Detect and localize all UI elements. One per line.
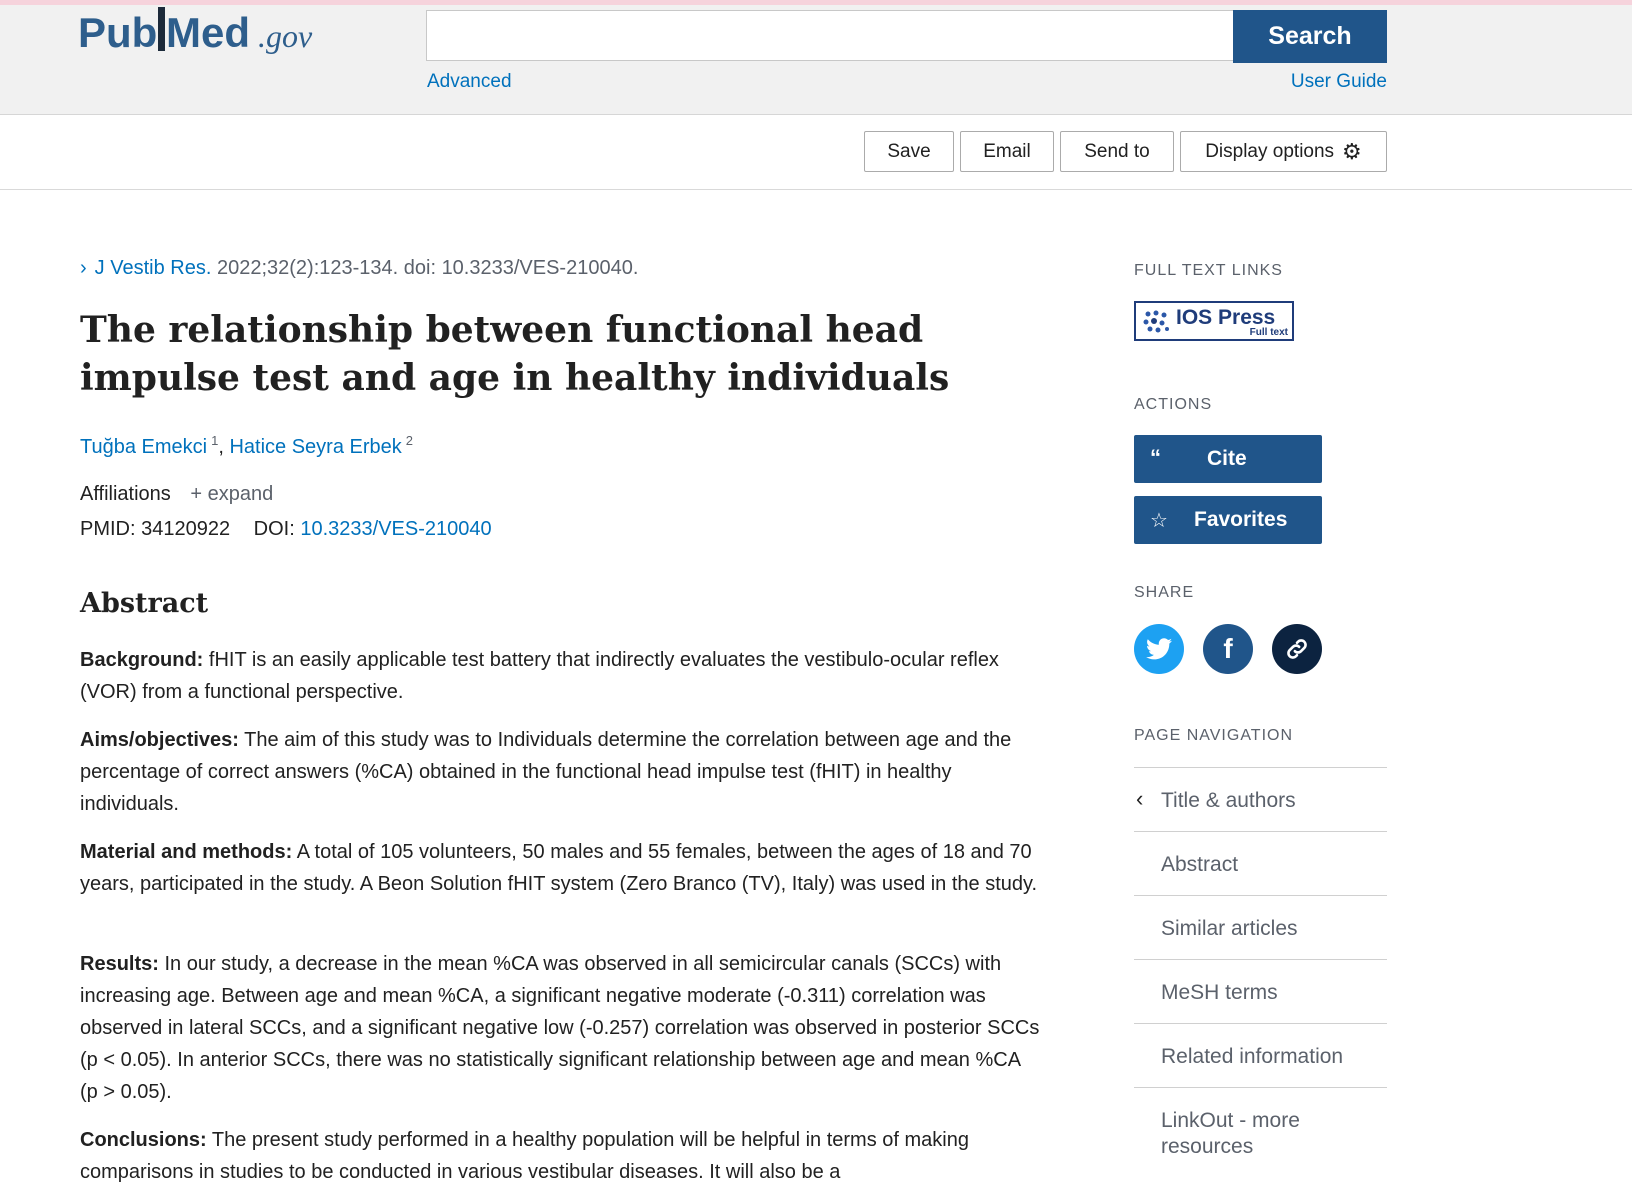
save-button[interactable]: Save	[864, 131, 954, 172]
plus-icon: +	[190, 483, 203, 505]
journal-link[interactable]: J Vestib Res.	[94, 257, 212, 279]
nav-item-label: Title & authors	[1161, 789, 1296, 812]
nav-similar-articles[interactable]	[1134, 895, 1387, 959]
search-button[interactable]: Search	[1233, 10, 1387, 63]
logo-gov: .gov	[258, 18, 313, 54]
twitter-icon	[1146, 638, 1172, 660]
abstract-heading: Abstract	[80, 588, 209, 619]
nav-item-label: Related information	[1161, 1045, 1344, 1068]
ios-press-full-text: Full text	[1249, 327, 1288, 338]
full-text-links-heading: FULL TEXT LINKS	[1134, 262, 1283, 279]
page-navigation-list	[1134, 767, 1387, 1177]
section-text: In our study, a decrease in the mean %CA was observed in all semicircular canals (SCCs) with increasing age. Between age and mean %CA, a significant negative moderate (-0.311) correlation was observed in lateral SCCs, and a significant negative low (-0.257) correlation was observed in posterior SCCs (p < 0.05). In anterior SCCs, there was no statistically significant relationship between age and mean %CA (p > 0.05).	[80, 953, 1040, 1103]
affiliation-number[interactable]: 2	[405, 433, 413, 448]
share-heading: SHARE	[1134, 584, 1195, 601]
abstract-paragraph	[80, 836, 1040, 900]
nav-related-information[interactable]	[1134, 1023, 1387, 1087]
section-text: The aim of this study was to Individuals determine the correlation between age and the percentage of correct answers (%CA) obtained in the functional head impulse test (fHIT) in healthy individuals.	[80, 729, 1012, 815]
abstract-paragraph	[80, 948, 1040, 1108]
facebook-icon: f	[1223, 633, 1233, 664]
cite-label: Cite	[1207, 447, 1247, 470]
section-label: Aims/objectives:	[80, 729, 239, 751]
nav-mesh-terms[interactable]	[1134, 959, 1387, 1023]
gear-icon: ⚙	[1342, 138, 1362, 164]
doi-link[interactable]: 10.3233/VES-210040	[300, 518, 492, 540]
affiliation-number[interactable]: 1	[211, 433, 219, 448]
actions-heading: ACTIONS	[1134, 396, 1213, 413]
author-link[interactable]: Tuğba Emekci	[80, 436, 208, 458]
cite-button[interactable]	[1134, 435, 1322, 483]
nav-item-label: MeSH terms	[1161, 981, 1278, 1004]
ios-press-full-text-link[interactable]	[1134, 301, 1294, 341]
user-guide-link[interactable]: User Guide	[1290, 71, 1387, 92]
twitter-share-button[interactable]	[1134, 624, 1184, 674]
permalink-share-button[interactable]	[1272, 624, 1322, 674]
ios-press-label: IOS Press	[1176, 306, 1276, 329]
ios-press-dots-icon	[1142, 309, 1172, 335]
article-toolbar	[0, 115, 1632, 190]
facebook-share-button[interactable]	[1203, 624, 1253, 674]
chevron-left-icon: ‹	[1136, 786, 1144, 811]
affiliations-label: Affiliations	[80, 483, 171, 505]
citation-text: 2022;32(2):123-134. doi: 10.3233/VES-210040.	[216, 257, 639, 279]
article-title: The relationship between functional head impulse test and age in healthy individuals	[80, 309, 950, 399]
affiliations-row	[80, 483, 273, 506]
section-label: Results:	[80, 953, 159, 975]
expand-label: expand	[207, 483, 274, 505]
author-link[interactable]: Hatice Seyra Erbek	[229, 436, 402, 458]
section-label: Background:	[80, 649, 204, 671]
author-list: Tuğba Emekci $^1$, Hatice Seyra Erbek $^2$	[80, 433, 413, 458]
section-text: A total of 105 volunteers, 50 males and 55 females, between the ages of 18 and 70 years, participated in the study. A Beon Solution fHIT system (Zero Branco (TV), Italy) was used in the study.	[80, 841, 1038, 895]
nav-linkout[interactable]	[1134, 1087, 1387, 1177]
nav-item-label: Similar articles	[1161, 917, 1298, 940]
nav-abstract[interactable]	[1134, 831, 1387, 895]
journal-citation	[80, 257, 638, 280]
section-label: Material and methods:	[80, 841, 293, 863]
section-label: Conclusions:	[80, 1129, 207, 1151]
site-header	[0, 5, 1632, 115]
abstract-paragraph	[80, 1124, 1040, 1188]
star-icon: ☆	[1150, 510, 1168, 532]
abstract-paragraph	[80, 644, 1040, 708]
logo-med: Med	[166, 9, 250, 56]
chevron-right-icon[interactable]: ›	[80, 257, 87, 279]
page-navigation-heading: PAGE NAVIGATION	[1134, 727, 1294, 744]
display-options-label: Display options	[1205, 140, 1335, 162]
pubmed-logo[interactable]	[78, 5, 338, 63]
nav-title-authors[interactable]	[1134, 767, 1387, 831]
nav-item-label: LinkOut - more resources	[1161, 1109, 1300, 1158]
send-to-button[interactable]: Send to	[1060, 131, 1174, 172]
favorites-label: Favorites	[1194, 508, 1288, 531]
email-button[interactable]: Email	[960, 131, 1054, 172]
pmid-value: 34120922	[141, 518, 231, 540]
abstract-paragraph	[80, 724, 1040, 820]
quote-icon: “	[1150, 445, 1161, 470]
favorites-button[interactable]	[1134, 496, 1322, 544]
doi-label: DOI:	[253, 518, 295, 540]
nav-item-label: Abstract	[1161, 853, 1239, 876]
advanced-search-link[interactable]: Advanced	[427, 71, 512, 92]
section-text: fHIT is an easily applicable test battery that indirectly evaluates the vestibulo-ocular reflex (VOR) from a functional perspective.	[80, 649, 999, 703]
display-options-button[interactable]	[1180, 131, 1387, 172]
link-icon	[1284, 636, 1310, 662]
search-input[interactable]	[426, 10, 1234, 61]
identifiers-row	[80, 518, 492, 541]
logo-pub: Pub	[78, 9, 158, 56]
expand-affiliations-button[interactable]	[190, 483, 273, 505]
section-text: The present study performed in a healthy population will be helpful in terms of making comparisons in studies to be conducted in various vestibular diseases. It will also be a	[80, 1129, 969, 1183]
pmid-label: PMID:	[80, 518, 136, 540]
